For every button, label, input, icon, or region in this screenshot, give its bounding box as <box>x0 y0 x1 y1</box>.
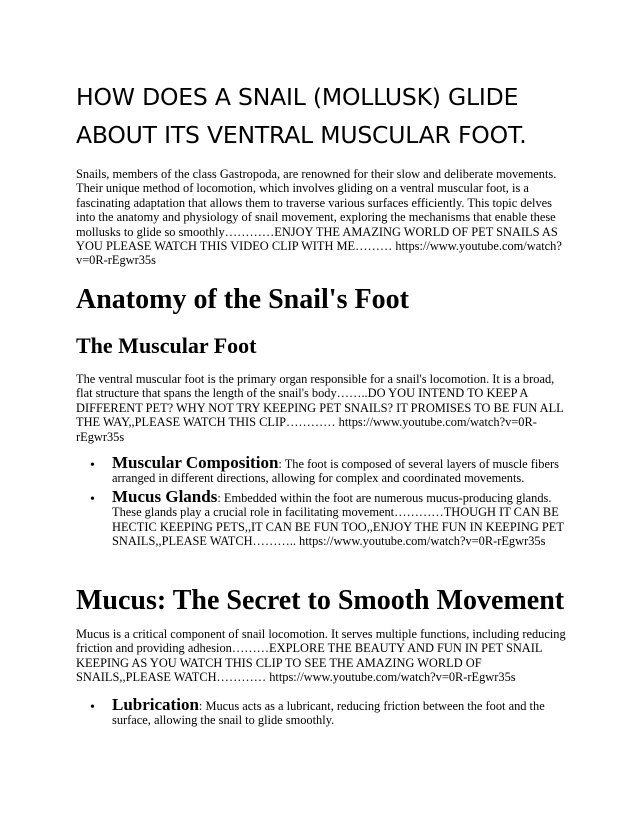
bullet-description: : Embedded within the foot are numerous mucus-producing glands. These glands play a crucial role in facilitating movement…………THOUGH IT CAN BE HECTIC KEEPING PETS,,IT CAN BE FUN TOO,,ENJOY THE FUN IN KEEPING PET SNAILS,,PLEASE WATCH……….. https://www.youtube.com/watch?v=0R-rEgwr35s <box>112 490 564 549</box>
bullet-text <box>112 486 570 549</box>
list-item <box>0 486 570 549</box>
bullet-description: : Mucus acts as a lubricant, reducing friction between the foot and the surface, allowing the snail to glide smoothly. <box>112 699 545 728</box>
bullet-text <box>112 695 570 728</box>
bullet-glyph: • <box>90 458 95 473</box>
bullet-text <box>112 453 570 486</box>
bullet-glyph: • <box>90 700 95 715</box>
muscular-foot-bullet-list <box>0 453 638 549</box>
mucus-paragraph: Mucus is a critical component of snail locomotion. It serves multiple functions, including reducing friction and providing adhesion………EXPLORE THE BEAUTY AND FUN IN PET SNAIL KEEPING AS YOU WATCH THIS CLIP TO SEE THE AMAZING WORLD OF SNAILS,,PLEASE WATCH………… https://www.youtube.com/watch?v=0R-rEgwr35s <box>76 627 566 685</box>
bullet-glyph: • <box>90 491 95 507</box>
bullet-term: Lubrication <box>112 695 199 714</box>
bullet-description: : The foot is composed of several layers of muscle fibers arranged in different directions, allowing for complex and coordinated movements. <box>112 457 559 486</box>
section-heading-mucus: Mucus: The Secret to Smooth Movement <box>76 585 565 616</box>
muscular-foot-paragraph: The ventral muscular foot is the primary organ responsible for a snail's locomotion. It is a broad, flat structure that spans the length of the snail's body……..DO YOU INTEND TO KEEP A DIFFERENT PET? WHY NOT TRY KEEPING PET SNAILS? IT PROMISES TO BE FUN ALL THE WAY,,PLEASE WATCH THIS CLIP………… https://www.youtube.com/watch?v=0R-rEgwr35s <box>76 372 564 444</box>
bullet-term: Mucus Glands <box>112 486 218 506</box>
document-title: HOW DOES A SNAIL (MOLLUSK) GLIDE ABOUT ITS VENTRAL MUSCULAR FOOT. <box>76 83 527 149</box>
subheading-muscular-foot: The Muscular Foot <box>76 333 257 358</box>
section-heading-anatomy: Anatomy of the Snail's Foot <box>76 284 409 315</box>
mucus-bullet-list <box>0 695 638 728</box>
bullet-term: Muscular Composition <box>112 453 279 472</box>
intro-paragraph: Snails, members of the class Gastropoda, are renowned for their slow and deliberate movements. Their unique method of locomotion, which involves gliding on a ventral muscular foot, is a fascinating adaptation that allows them to traverse various surfaces efficiently. This topic delves into the anatomy and physiology of snail movement, exploring the mechanisms that enable these mollusks to glide so smoothly…………ENJOY THE AMAZING WORLD OF PET SNAILS AS YOU PLEASE WATCH THIS VIDEO CLIP WITH ME……… https://www.youtube.com/watch?v=0R-rEgwr35s <box>76 167 562 268</box>
list-item <box>0 453 570 486</box>
list-item <box>0 695 570 728</box>
